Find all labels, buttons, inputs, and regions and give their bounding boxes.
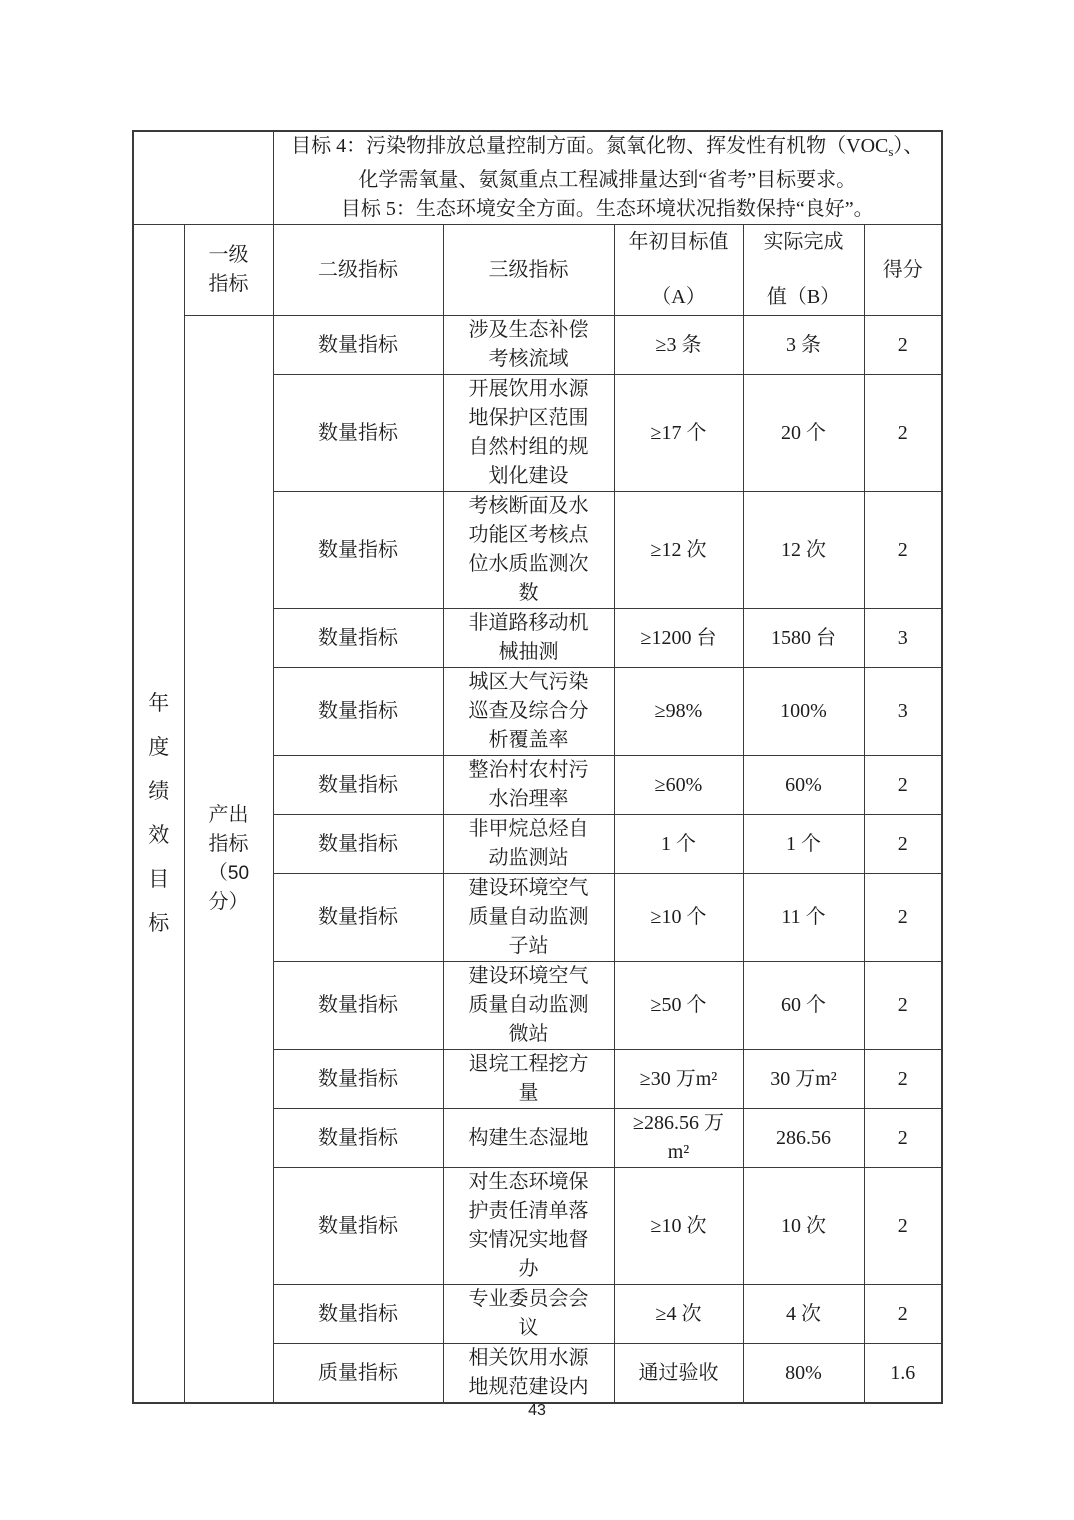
level2-cell: 数量指标: [273, 609, 443, 668]
target-cell: 1 个: [614, 815, 743, 874]
level3-cell: 构建生态湿地: [443, 1109, 614, 1168]
score-cell: 2: [864, 1168, 942, 1285]
voc-subscript: s: [888, 144, 894, 159]
table-row: [133, 316, 942, 375]
target-cell: ≥10 次: [614, 1168, 743, 1285]
score-cell: 2: [864, 874, 942, 962]
level2-cell: 数量指标: [273, 1109, 443, 1168]
level3-cell: 相关饮用水源地规范建设内: [443, 1344, 614, 1404]
score-cell: 2: [864, 1109, 942, 1168]
table-header-row: [133, 225, 942, 316]
level2-cell: 数量指标: [273, 874, 443, 962]
level3-cell: 城区大气污染巡查及综合分析覆盖率: [443, 668, 614, 756]
level2-cell: 数量指标: [273, 316, 443, 375]
target-cell: ≥10 个: [614, 874, 743, 962]
goal-5-line: 目标 5：生态环境安全方面。生态环境状况指数保持“良好”。: [340, 198, 874, 220]
score-cell: 2: [864, 316, 942, 375]
level3-cell: 考核断面及水功能区考核点位水质监测次数: [443, 492, 614, 609]
level3-cell: 开展饮用水源地保护区范围自然村组的规划化建设: [443, 375, 614, 492]
goals-text-cell: [273, 131, 942, 225]
level2-cell: 质量指标: [273, 1344, 443, 1404]
goal-4-line-1: 目标 4：污染物排放总量控制方面。氮氧化物、挥发性有机物$(VOC_s)$、: [291, 135, 924, 159]
target-cell: ≥30 万m²: [614, 1050, 743, 1109]
target-cell: ≥98%: [614, 668, 743, 756]
level3-cell: 非甲烷总烃自动监测站: [443, 815, 614, 874]
actual-cell: 80%: [743, 1344, 864, 1404]
actual-cell: 60%: [743, 756, 864, 815]
header-score: 得分: [864, 225, 942, 316]
level3-cell: 整治村农村污水治理率: [443, 756, 614, 815]
score-cell: 1.6: [864, 1344, 942, 1404]
level3-cell: 专业委员会会议: [443, 1285, 614, 1344]
score-cell: 3: [864, 609, 942, 668]
score-cell: 2: [864, 492, 942, 609]
level2-cell: 数量指标: [273, 962, 443, 1050]
level2-cell: 数量指标: [273, 668, 443, 756]
level3-cell: 退垸工程挖方量: [443, 1050, 614, 1109]
actual-cell: 286.56: [743, 1109, 864, 1168]
header-target: 年初目标值 （A）: [614, 225, 743, 316]
actual-cell: 10 次: [743, 1168, 864, 1285]
header-level1: 一级 指标: [184, 225, 273, 316]
table-row: [133, 131, 942, 225]
goal-4-line-2: 化学需氧量、氨氮重点工程减排量达到“省考”目标要求。: [358, 169, 857, 191]
score-cell: 2: [864, 756, 942, 815]
level1-output-indicators-cell: 产出 指标 （50 分）: [184, 316, 273, 1404]
score-cell: 3: [864, 668, 942, 756]
target-cell: ≥4 次: [614, 1285, 743, 1344]
actual-cell: 4 次: [743, 1285, 864, 1344]
actual-cell: 20 个: [743, 375, 864, 492]
score-total-50: 50: [227, 863, 250, 884]
level3-cell: 涉及生态补偿考核流域: [443, 316, 614, 375]
header-level3: 三级指标: [443, 225, 614, 316]
empty-cell: [133, 131, 273, 225]
level2-cell: 数量指标: [273, 1168, 443, 1285]
actual-cell: 1 个: [743, 815, 864, 874]
score-cell: 2: [864, 962, 942, 1050]
level2-cell: 数量指标: [273, 815, 443, 874]
target-cell: ≥286.56 万m²: [614, 1109, 743, 1168]
level3-cell: 非道路移动机械抽测: [443, 609, 614, 668]
target-cell: ≥12 次: [614, 492, 743, 609]
score-cell: 2: [864, 375, 942, 492]
level3-cell: 对生态环境保护责任清单落实情况实地督办: [443, 1168, 614, 1285]
target-cell: ≥60%: [614, 756, 743, 815]
actual-cell: 30 万m²: [743, 1050, 864, 1109]
performance-table: [132, 130, 943, 1404]
actual-cell: 60 个: [743, 962, 864, 1050]
score-cell: 2: [864, 1285, 942, 1344]
target-cell: ≥50 个: [614, 962, 743, 1050]
target-cell: ≥17 个: [614, 375, 743, 492]
target-cell: ≥3 条: [614, 316, 743, 375]
actual-cell: 1580 台: [743, 609, 864, 668]
row-header-annual-performance-goals: 年 度 绩 效 目 标: [133, 225, 184, 1404]
actual-cell: 12 次: [743, 492, 864, 609]
level2-cell: 数量指标: [273, 1050, 443, 1109]
actual-cell: 3 条: [743, 316, 864, 375]
level3-cell: 建设环境空气质量自动监测子站: [443, 874, 614, 962]
level2-cell: 数量指标: [273, 375, 443, 492]
header-level2: 二级指标: [273, 225, 443, 316]
header-actual: 实际完成 值（B）: [743, 225, 864, 316]
level2-cell: 数量指标: [273, 756, 443, 815]
score-cell: 2: [864, 1050, 942, 1109]
level2-cell: 数量指标: [273, 492, 443, 609]
target-cell: 通过验收: [614, 1344, 743, 1404]
actual-cell: 100%: [743, 668, 864, 756]
score-cell: 2: [864, 815, 942, 874]
actual-cell: 11 个: [743, 874, 864, 962]
target-cell: ≥1200 台: [614, 609, 743, 668]
level2-cell: 数量指标: [273, 1285, 443, 1344]
level3-cell: 建设环境空气质量自动监测微站: [443, 962, 614, 1050]
page-number: 43: [528, 1402, 546, 1419]
